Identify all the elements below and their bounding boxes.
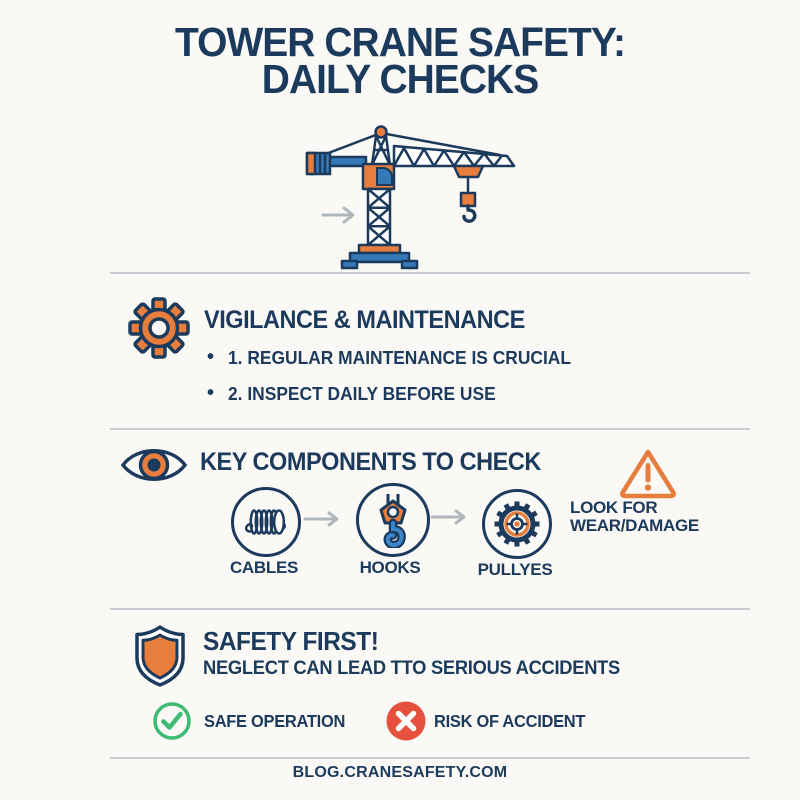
arrow-right-icon <box>430 509 472 525</box>
page-title-line1: TOWER CRANE SAFETY: <box>174 19 626 65</box>
section-divider <box>110 608 750 610</box>
gear-icon <box>127 296 191 360</box>
list-item: • 1. REGULAR MAINTENANCE IS CRUCIAL <box>207 346 593 369</box>
footer-divider <box>110 757 750 759</box>
section-divider <box>110 428 750 430</box>
crane-hook-icon <box>356 483 430 557</box>
tower-crane-icon <box>278 120 533 270</box>
arrow-right-icon <box>303 511 345 527</box>
eye-icon <box>120 441 188 489</box>
section-divider <box>110 272 750 274</box>
vigilance-bullet-list <box>207 346 593 418</box>
component-label-cables: CABLES <box>229 558 299 577</box>
outcome-label-safe: SAFE OPERATION <box>204 711 346 731</box>
component-label-pulleys: PULLYES <box>477 560 553 579</box>
section-heading-text: SAFETY FIRST! <box>203 626 379 656</box>
cable-coil-icon <box>231 487 301 557</box>
section-heading-vigilance <box>204 306 545 335</box>
x-circle-icon <box>386 701 426 741</box>
page-title <box>20 19 780 102</box>
pulley-gear-icon <box>482 489 552 559</box>
section-heading-text: VIGILANCE & MAINTENANCE <box>204 306 525 334</box>
section-heading-safety <box>203 626 390 657</box>
outcome-label-risk: RISK OF ACCIDENT <box>434 711 586 731</box>
arrow-right-icon <box>323 208 353 222</box>
section-heading-components <box>200 448 563 477</box>
list-item: • 2. INSPECT DAILY BEFORE USE <box>207 382 593 405</box>
safety-subtext: NEGLECT CAN LEAD TTO SERIOUS ACCIDENTS <box>203 657 621 679</box>
check-circle-icon <box>152 701 192 741</box>
component-label-hooks: HOOKS <box>359 558 421 577</box>
shield-icon <box>132 624 188 688</box>
warning-label: LOOK FOR WEAR/DAMAGE <box>570 498 699 535</box>
page-title-line2: DAILY CHECKS <box>261 56 539 102</box>
section-heading-text: KEY COMPONENTS TO CHECK <box>200 448 541 476</box>
warning-triangle-icon <box>619 447 677 500</box>
footer-url: BLOG.CRANESAFETY.COM <box>292 764 508 781</box>
